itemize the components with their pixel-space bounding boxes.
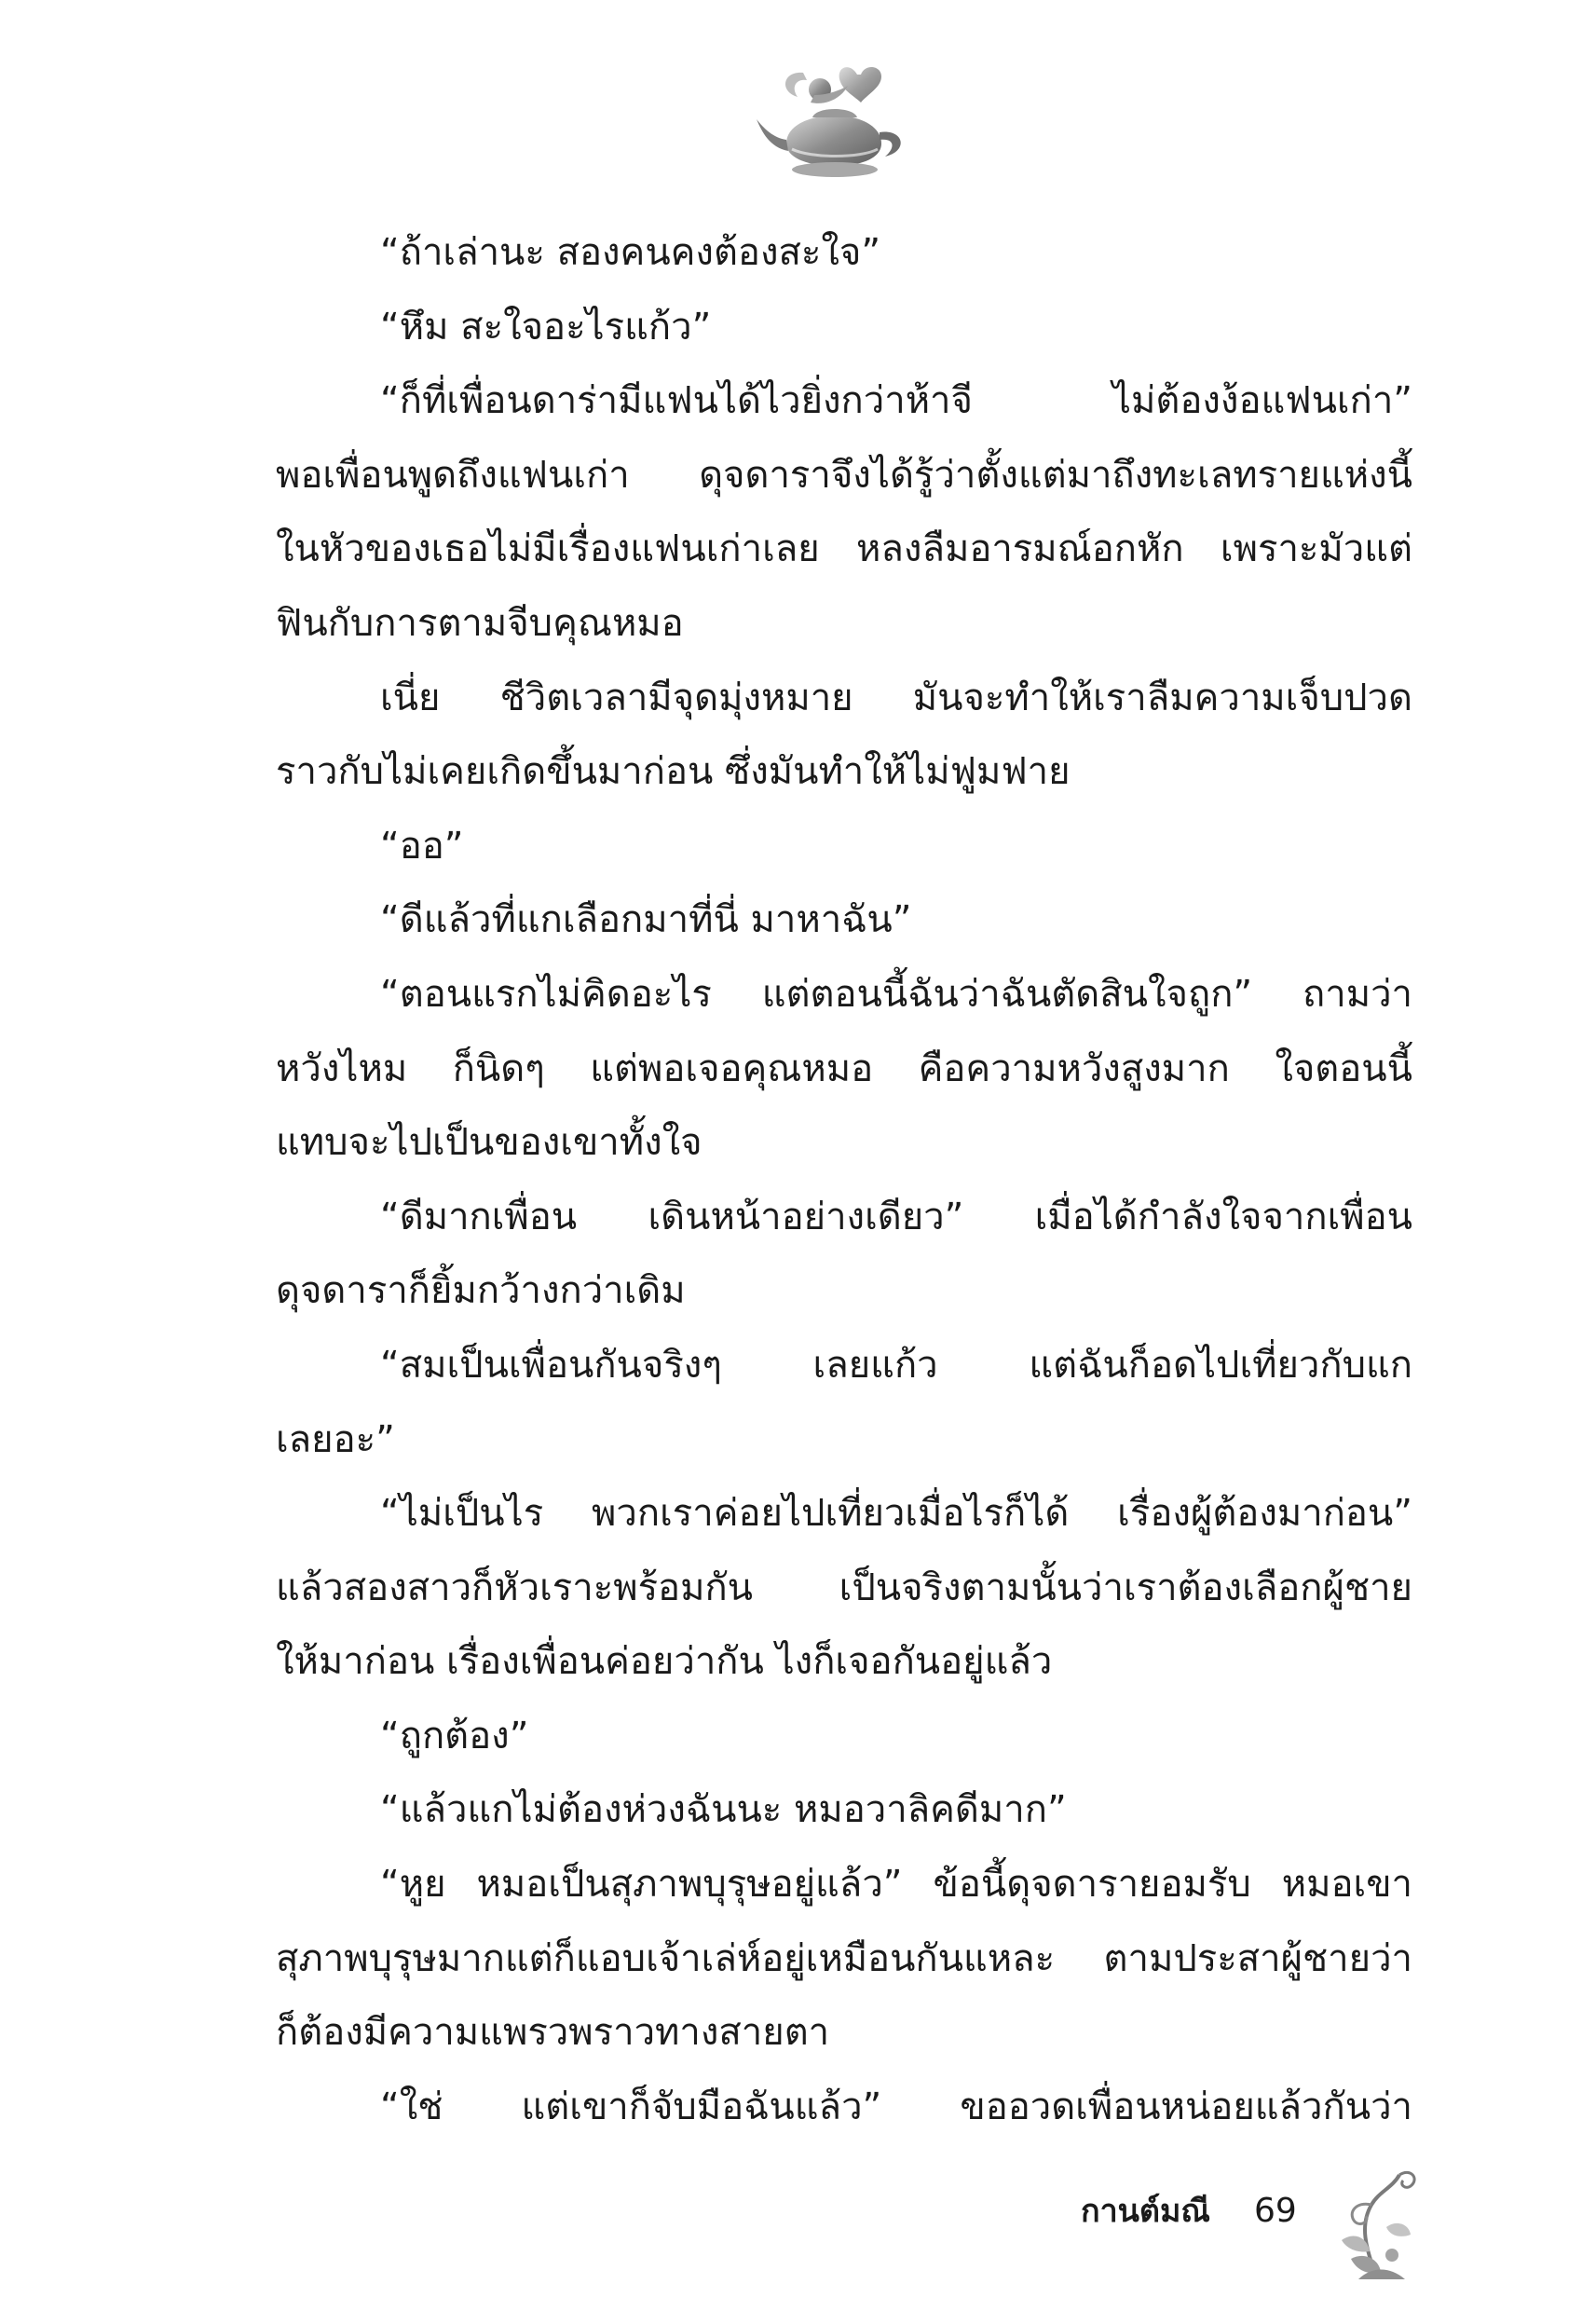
cupid-teapot-ornament-icon xyxy=(745,54,922,194)
book-title: กานต์มณี xyxy=(1081,2193,1210,2230)
text-line: “ดีมากเพื่อน เดินหน้าอย่างเดียว” เมื่อได้กำลังใจจากเพื่อน xyxy=(380,1195,1412,1238)
text-line: “หูย หมอเป็นสุภาพบุรุษอยู่แล้ว” ข้อนี้ดุจดารายอมรับ หมอเขา xyxy=(380,1863,1412,1907)
floral-swirl-ornament-icon xyxy=(1330,2162,1424,2283)
text-line: “ถูกต้อง” xyxy=(380,1714,529,1757)
text-line: แทบจะไปเป็นของเขาทั้งใจ xyxy=(276,1121,703,1165)
text-line: “ดีแล้วที่แกเลือกมาที่นี่ มาหาฉัน” xyxy=(380,898,912,942)
body-text xyxy=(276,216,1412,2144)
text-line: “ออ” xyxy=(380,824,464,868)
text-line: “ถ้าเล่านะ สองคนคงต้องสะใจ” xyxy=(380,231,881,274)
text-line: ให้มาก่อน เรื่องเพื่อนค่อยว่ากัน ไงก็เจอกันอยู่แล้ว xyxy=(276,1640,1053,1684)
text-line: “สมเป็นเพื่อนกันจริงๆ เลยแก้ว แต่ฉันก็อดไปเที่ยวกับแก xyxy=(380,1343,1412,1387)
text-line: “หึม สะใจอะไรแก้ว” xyxy=(380,305,712,349)
page-number: 69 xyxy=(1254,2192,1297,2230)
text-line: “ไม่เป็นไร พวกเราค่อยไปเที่ยวเมื่อไรก็ได้ เรื่องผู้ต้องมาก่อน” xyxy=(380,1492,1412,1536)
text-line: “ก็ที่เพื่อนดาร่ามีแฟนได้ไวยิ่งกว่าห้าจี ไม่ต้องง้อแฟนเก่า” xyxy=(380,379,1412,423)
text-line: เนี่ย ชีวิตเวลามีจุดมุ่งหมาย มันจะทำให้เราลืมความเจ็บปวด xyxy=(380,676,1412,719)
text-line: ก็ต้องมีความแพรวพราวทางสายตา xyxy=(276,2011,830,2055)
text-line: แล้วสองสาวก็หัวเราะพร้อมกัน เป็นจริงตามนั้นว่าเราต้องเลือกผู้ชาย xyxy=(276,1566,1412,1609)
text-line: เลยอะ” xyxy=(276,1417,395,1461)
page-footer xyxy=(1081,2162,1416,2283)
text-line: หวังไหม ก็นิดๆ แต่พอเจอคุณหมอ คือความหวังสูงมาก ใจตอนนี้ xyxy=(276,1046,1412,1090)
text-line: สุภาพบุรุษมากแต่ก็แอบเจ้าเล่ห์อยู่เหมือนกันแหละ ตามประสาผู้ชายว่า xyxy=(276,1936,1412,1980)
text-line: ในหัวของเธอไม่มีเรื่องแฟนเก่าเลย หลงลืมอารมณ์อกหัก เพราะมัวแต่ xyxy=(276,527,1412,571)
text-line: ฟินกับการตามจีบคุณหมอ xyxy=(276,601,684,645)
text-line: “ตอนแรกไม่คิดอะไร แต่ตอนนี้ฉันว่าฉันตัดสินใจถูก” ถามว่า xyxy=(380,972,1412,1016)
text-line: ดุจดาราก็ยิ้มกว้างกว่าเดิม xyxy=(276,1269,686,1313)
text-line: พอเพื่อนพูดถึงแฟนเก่า ดุจดาราจึงได้รู้ว่าตั้งแต่มาถึงทะเลทรายแห่งนี้ xyxy=(276,453,1412,497)
text-line: “แล้วแกไม่ต้องห่วงฉันนะ หมอวาลิคดีมาก” xyxy=(380,1788,1067,1832)
text-line: ราวกับไม่เคยเกิดขึ้นมาก่อน ซึ่งมันทำให้ไม่ฟูมฟาย xyxy=(276,750,1071,794)
text-line: “ใช่ แต่เขาก็จับมือฉันแล้ว” ขออวดเพื่อนหน่อยแล้วกันว่า xyxy=(380,2085,1412,2128)
